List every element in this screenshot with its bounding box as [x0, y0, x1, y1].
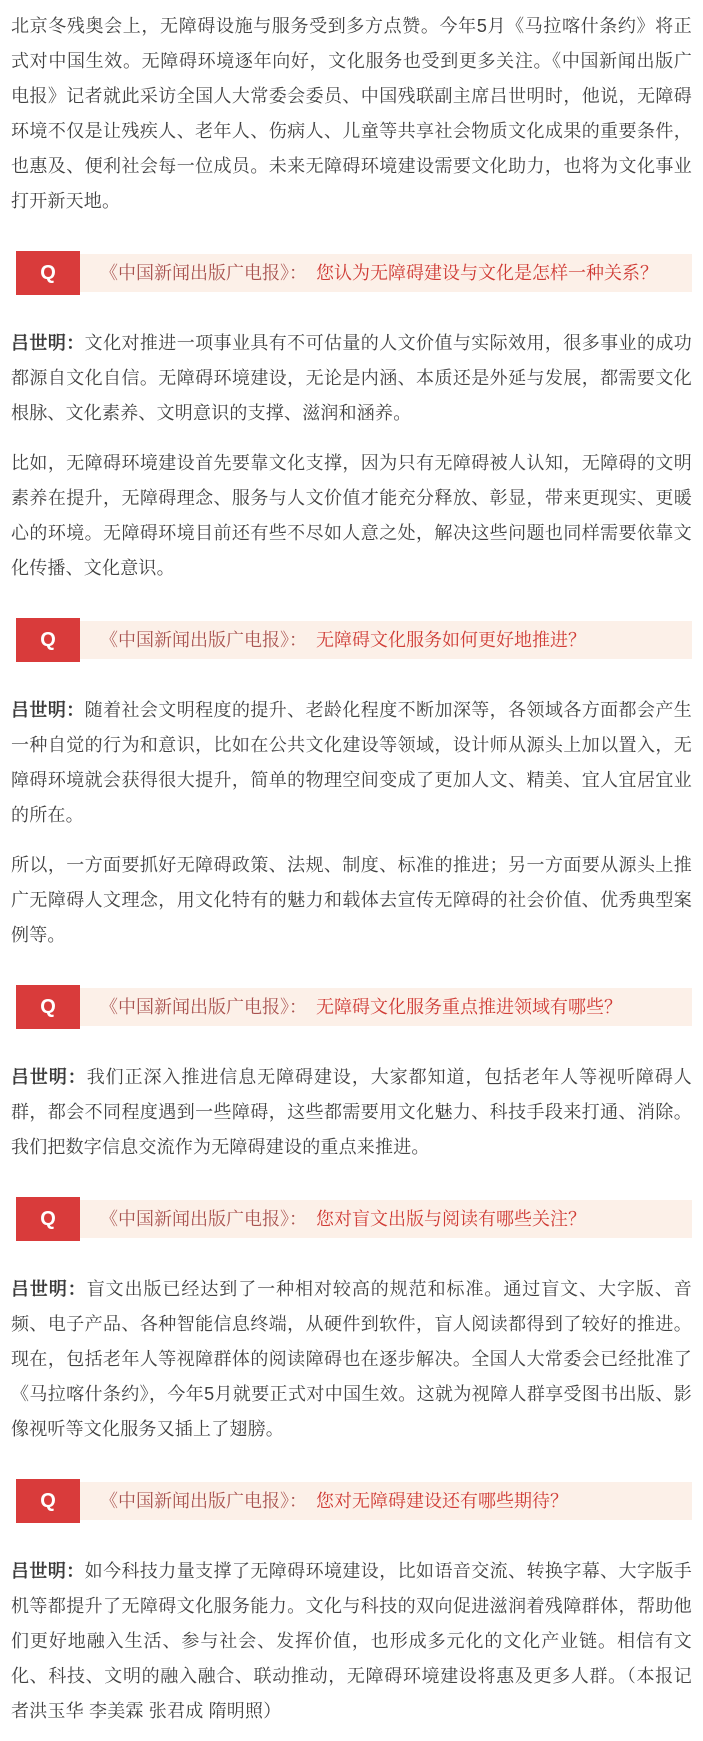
- question-text-line: [100, 1200, 586, 1238]
- question-text-line: [100, 254, 658, 292]
- speaker-name: 吕世明：: [11, 1279, 87, 1299]
- speaker-name: 吕世明：: [11, 1067, 87, 1087]
- q-badge-label: Q: [40, 1207, 56, 1230]
- answer-paragraph: [11, 1060, 692, 1165]
- answer-text: 如今科技力量支撑了无障碍环境建设，比如语音交流、转换字幕、大字版手机等都提升了无障碍文化服务能力。文化与科技的双向促进滋润着残障群体，帮助他们更好地融入生活、参与社会、发挥价值，也形成多元化的文化产业链。相信有文化、科技、文明的融入融合、联动推动，无障碍环境建设将惠及更多人群。（本报记者洪玉华 李美霖 张君成 隋明照）: [11, 1561, 692, 1721]
- answer-paragraph: [11, 1554, 692, 1729]
- paper-name: 《中国新闻出版广电报》：: [100, 1491, 307, 1511]
- paper-name: 《中国新闻出版广电报》：: [100, 630, 307, 650]
- answer-text: 盲文出版已经达到了一种相对较高的规范和标准。通过盲文、大字版、音频、电子产品、各种智能信息终端，从硬件到软件，盲人阅读都得到了较好的推进。现在，包括老年人等视障群体的阅读障碍也在逐步解决。全国人大常委会已经批准了《马拉喀什条约》，今年5月就要正式对中国生效。这就为视障人群享受图书出版、影像视听等文化服务又插上了翅膀。: [11, 1279, 692, 1439]
- q-badge-label: Q: [40, 261, 56, 284]
- answer-text: 我们正深入推进信息无障碍建设，大家都知道，包括老年人等视听障碍人群，都会不同程度遇到一些障碍，这些都需要用文化魅力、科技手段来打通、消除。我们把数字信息交流作为无障碍建设的重点来推进。: [11, 1067, 692, 1157]
- question-text-line: [100, 1482, 568, 1520]
- question-bar: [11, 618, 692, 662]
- speaker-name: 吕世明：: [11, 333, 85, 353]
- question-text: 无障碍文化服务重点推进领域有哪些？: [316, 997, 622, 1017]
- answer-paragraph: [11, 693, 692, 833]
- q-badge-label: Q: [40, 1489, 56, 1512]
- q-badge-label: Q: [40, 995, 56, 1018]
- paper-name: 《中国新闻出版广电报》：: [100, 997, 307, 1017]
- q-badge: [16, 618, 80, 662]
- q-badge-label: Q: [40, 628, 56, 651]
- speaker-name: 吕世明：: [11, 700, 85, 720]
- question-bar: [11, 985, 692, 1029]
- answer-text: 文化对推进一项事业具有不可估量的人文价值与实际效用，很多事业的成功都源自文化自信。无障碍环境建设，无论是内涵、本质还是外延与发展，都需要文化根脉、文化素养、文明意识的支撑、滋润和涵养。: [11, 333, 692, 423]
- answer-paragraph: 所以，一方面要抓好无障碍政策、法规、制度、标准的推进；另一方面要从源头上推广无障碍人文理念，用文化特有的魅力和载体去宣传无障碍的社会价值、优秀典型案例等。: [11, 855, 692, 945]
- paper-name: 《中国新闻出版广电报》：: [100, 1209, 307, 1229]
- question-text-line: [100, 988, 622, 1026]
- question-text: 您对无障碍建设还有哪些期待？: [316, 1491, 568, 1511]
- intro-paragraph: 北京冬残奥会上，无障碍设施与服务受到多方点赞。今年5月《马拉喀什条约》将正式对中国生效。无障碍环境逐年向好，文化服务也受到更多关注。《中国新闻出版广电报》记者就此采访全国人大常委会委员、中国残联副主席吕世明时，他说，无障碍环境不仅是让残疾人、老年人、伤病人、儿童等共享社会物质文化成果的重要条件，也惠及、便利社会每一位成员。未来无障碍环境建设需要文化助力，也将为文化事业打开新天地。: [11, 16, 692, 211]
- question-bar: [11, 1197, 692, 1241]
- answer-text: 随着社会文明程度的提升、老龄化程度不断加深等，各领域各方面都会产生一种自觉的行为和意识，比如在公共文化建设等领域，设计师从源头上加以置入，无障碍环境就会获得很大提升，简单的物理空间变成了更加人文、精美、宜人宜居宜业的所在。: [11, 700, 692, 825]
- question-text: 无障碍文化服务如何更好地推进？: [316, 630, 586, 650]
- q-badge: [16, 1479, 80, 1523]
- q-badge: [16, 1197, 80, 1241]
- question-bar: [11, 1479, 692, 1523]
- question-bar: [11, 251, 692, 295]
- answer-paragraph: [11, 1272, 692, 1447]
- question-text: 您认为无障碍建设与文化是怎样一种关系？: [316, 263, 658, 283]
- answer-paragraph: 比如，无障碍环境建设首先要靠文化支撑，因为只有无障碍被人认知，无障碍的文明素养在提升，无障碍理念、服务与人文价值才能充分释放、彰显，带来更现实、更暖心的环境。无障碍环境目前还有些不尽如人意之处，解决这些问题也同样需要依靠文化传播、文化意识。: [11, 453, 692, 578]
- answer-paragraph: [11, 326, 692, 431]
- paper-name: 《中国新闻出版广电报》：: [100, 263, 307, 283]
- question-text: 您对盲文出版与阅读有哪些关注？: [316, 1209, 586, 1229]
- speaker-name: 吕世明：: [11, 1561, 85, 1581]
- q-badge: [16, 251, 80, 295]
- q-badge: [16, 985, 80, 1029]
- question-text-line: [100, 621, 586, 659]
